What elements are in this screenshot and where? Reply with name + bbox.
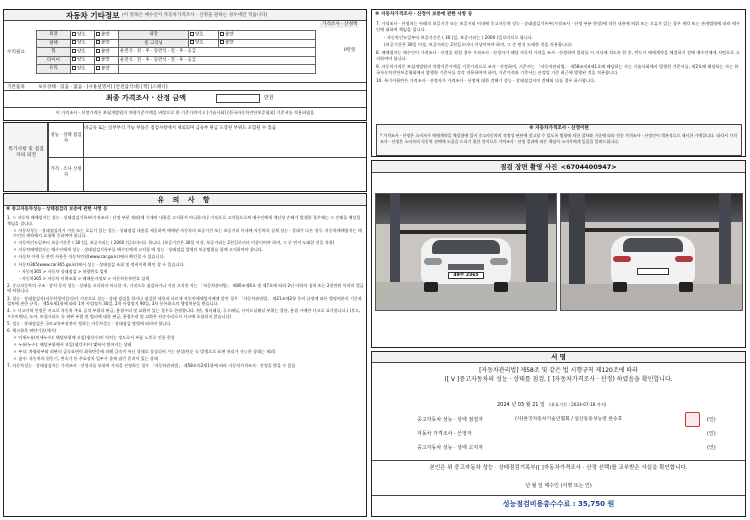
- option-good[interactable]: 양호: [77, 40, 86, 46]
- row-label: 내장: [119, 31, 189, 40]
- right-notes-list: [376, 21, 742, 85]
- price-disclaimer: 이 가격조사 · 산정가격은 보험개발원의 차량기준가액을 바탕으로 한 기준가격이고 [기술사회] [한국자동차진단보증협회] 기준서를 적용하였음: [4, 107, 366, 115]
- list-item: ㅇ 자동차성능 · 상태점검자가 거짓 또는 오류가 있는 성능 · 상태점검 내용을 제공하여 매매된 자동차의 보증기간 또는 보증거리 이내에 자동차의 실제 성능 · 상태가 다른 경우, 자동차매매업자는 매수인의 계약해지 요청에 응하여야 합니다.: [13, 227, 362, 239]
- list-item: ㅇ 부식: 차량하부와 외판의 금속표면이 화학반응에 의해 금속이 아닌 상태로 상실되어 가는 현상(단순 녹 발생으로 표면 처리가 가능한 상태는 제외): [13, 349, 276, 355]
- tire-positions[interactable]: 운전석 · 전 · 후 · 동반석 · 전 · 후 · 응급: [119, 56, 316, 65]
- option-bad[interactable]: 불량: [101, 57, 110, 63]
- list-item: ㅇ 미세누유(미세누수): 해당부위에 오일(냉각수)이 비치는 정도로서 부품 노후로 인한 현상: [13, 335, 175, 340]
- signature-date-row: [497, 402, 607, 409]
- notice-subtitle: ※ 중고자동차성능 · 상태점검의 보증에 관한 사항 등: [6, 207, 108, 212]
- front-car-photo: [375, 193, 557, 311]
- list-item: ㅇ 누유(누수): 해당부위에서 오일(냉각수)이 맺혀서 떨어지는 상태: [13, 342, 132, 348]
- basic-items-row: [4, 82, 366, 91]
- list-item: ㅇ 자동차 이력 등 관련 사항은 자동차민원(www.car.go.kr)에서 확인할 수 있습니다.: [13, 254, 165, 260]
- list-item: - 자동차365 > 자동차 이력조회 > 매매용자정보 > 자동차등록번호 검색: [19, 275, 150, 281]
- signature-law-text: [자동차관리법] 제58조 및 같은 법 시행규칙 제120조에 따라: [479, 367, 638, 374]
- list-item: (보증기간은 30일 이상, 보증거리는 2천킬로미터 이상이어야 하며, 그 중 먼저 도래한 것을 적용합니다): [384, 42, 572, 48]
- buyer-confirm-text: 본인은 위 중고자동차 성능 · 상태점검기록부([ ]자동차가격조사 · 산정 선택)를 교부받은 사실을 확인합니다.: [429, 465, 688, 471]
- table-row: [37, 65, 316, 74]
- definition-text: * 가격조사 · 산정은 소비자가 매매계약을 체결함에 있어 중고자동차의 적정성 판단에 참고할 수 있도록 법령에 의한 절차와 기준에 따라 전문 가격조사 · 산정인이 객관적으로 제시한 가액입니다. 따라서 가격조사 · 산정은 소비자의 자동차 선택에 도움을 드리기 위한 것이므로 가격조사 · 산정 결과에 따른 책임이 소비자에게 있음을 알려드립니다.: [380, 133, 737, 144]
- price-unit: 0만원: [344, 48, 356, 53]
- signer-seal: (인): [707, 417, 716, 423]
- list-item: - 자동차365 > 자동차 상태점검 > 차량번호 입력: [19, 268, 108, 274]
- option-bad[interactable]: 불량: [101, 66, 110, 72]
- list-item: ㅇ 자동차인도일부터 보증기간은 ( 30 )일, 보증거리는 ( 2000 )킬로미터로 합니다. (보증기간은 30일 이상, 보증거리는 2천킬로미터 이상이어야 하며, 그 중 먼저 도래한 것을 적용): [13, 240, 335, 246]
- vehicle-info-title: 자동차 기타정보: [66, 11, 120, 20]
- final-price-row: [4, 92, 366, 106]
- definition-title: ※ 자동차가격조사 · 산정이란: [529, 126, 589, 131]
- list-item: ㅇ 자동차365(www.car365.go.kr)에서 성능 · 상태점검 조회 및 정비이력 확인 할 수 있습니다.: [13, 261, 185, 267]
- wheel-positions[interactable]: 운전석 · 전 · 후 · 동반석 · 전 · 후 · 응급: [119, 48, 316, 57]
- list-item: 2. 중고자동차의 구조 · 장치 등의 성능 · 상태를 고지하지 아니한 자, 거짓으로 점검하거나 거짓 고지한 자는 「자동차관리법」 제80조제6호 및 제7호에 따라 2년 이하의 징역 또는 2천만원 이하의 벌금에 처합니다.: [7, 282, 364, 294]
- row-label: 휠: [37, 48, 71, 57]
- table-row: [37, 48, 316, 57]
- row-label: 외장: [37, 31, 71, 40]
- vehicle-other-info-section: [3, 9, 367, 121]
- seal-stamp-icon: [685, 412, 700, 427]
- signature-validity: (유효기간 : 2024-07-18 까지): [549, 402, 607, 407]
- list-item: 8. 매매업자는 매수인이 가격조사 · 산정을 원할 경우 가격조사 · 산정자가 해당 자동차 가격을 조사 · 산정하여 결과를 이 서식에 적도록 한 후, 반드시 매매계약을 체결하기 전에 매수인에게 서면으로 고지하여야 합니다.: [376, 50, 740, 62]
- photo-id: <6704400947>: [560, 163, 617, 171]
- signature-date: 2024 년 03 월 21 일: [497, 402, 545, 408]
- option-good[interactable]: 양호: [77, 49, 86, 55]
- signer-list: [417, 415, 737, 457]
- list-item: 4. ㅇ 사고이력 인정은 사고로 자동차 주요 골격 부위의 판금, 용접수리 및 교환이 있는 경우로 한정합니다. (단, 쿼터패널, 루프패널, 사이드실패널 부위는 절단, 용접 시에만 사고로 표기합니다.) (후드, 프론트펜더, 도어, 트렁크리드 등 외판 부위 및 범퍼에 대한 판금, 용접수리 및 교환은 단순수리로서 사고에 포함되지 않습니다): [7, 308, 361, 319]
- row-label: 광택: [37, 39, 71, 48]
- signer-label: 중고자동차 성능 · 상태 고지자: [417, 445, 483, 451]
- list-item: 10. 특기사항란은 가격조사 · 산정자가 가격조사 · 산정에 대한 견해가 성능 · 상태점검자의 견해와 다를 경우 표시합니다.: [376, 77, 596, 83]
- special-label-cell: [4, 123, 48, 191]
- perf-inspector-label: 성능 · 상태 점검자: [50, 133, 82, 144]
- row-label: 룸 크리닝: [119, 39, 189, 48]
- list-item: 3. 성능 · 상태점검자(자동차정비업자)가 거짓으로 성능 · 상태 점검을 하거나 점검한 내용과 다르게 자동차매매업자에게 알린 경우 「자동차관리법」 제21조제2항 등의 규정에 따른 행정처분의 기준과 절차에 관한 규칙」 제5조제1항에 따라 1차 사업정지 30일, 2차 사업정지 90일, 3차 등록취소의 행정처분을 받습니다.: [7, 295, 362, 307]
- notice-title: 유 의 사 항: [157, 195, 213, 204]
- final-price-input[interactable]: [216, 94, 260, 103]
- row-label: 유리: [37, 65, 71, 74]
- option-good[interactable]: 양호: [195, 32, 204, 38]
- notice-section: [3, 193, 367, 517]
- basic-items-label: 기본품목: [7, 84, 25, 90]
- basic-items-values[interactable]: 보유상태 · 있음 · 없음 · [사용설명서] [안전삼각대] [잭] [스패너]: [38, 84, 168, 90]
- list-item: [417, 443, 737, 457]
- option-good[interactable]: 양호: [77, 32, 86, 38]
- list-item: 9. 자동차가격은 보험개발원의 차량기준가액을 기준가격으로 조사 · 산정하며, 기준서는 「자동차관리법」 제58조의4제1호에 해당하는 자는 기술사회에서 발행한 기준서를, 제2호에 해당하는 자는 한국자동차진단보증협회에서 발행한 기준서를 각각 적용하여야 하며, 기준가격과 기준서는 산정일 기준 최근에 발행된 것을 적용합니다.: [376, 63, 739, 76]
- list-item: 6. 체크항목 판단기준(예시): [7, 327, 57, 333]
- option-bad[interactable]: 불량: [225, 40, 234, 46]
- list-item: - 자동차인도일부터 보증기간은 ( 30 )일, 보증거리는 ( 2000 )킬로미터로 합니다.: [384, 34, 534, 40]
- inspection-photo-section: [371, 160, 746, 348]
- repair-table: [36, 30, 316, 74]
- row-label: 타이어: [37, 56, 71, 65]
- special-notes-section: [3, 122, 367, 192]
- list-item: 7. 가격조사 · 산정자는 아래의 보증기간 또는 보증거리 이내에 중고자동차 성능 · 상태점검기록부(가격조사 · 산정 부분 한정)에 적힌 내용에 허위 또는 오류가 있는 경우 계약 또는 관계법령에 따라 매수인에 대하여 책임을 집니다.: [376, 21, 741, 33]
- repair-label: 수리필요: [7, 50, 25, 55]
- list-item: [417, 429, 737, 443]
- vehicle-info-note: (이 항목은 매수인이 자동차가격조사 · 산정을 원하는 경우에만 적습니다): [122, 13, 268, 18]
- signer-label: 중고자동차 성능 · 상태 점검자: [417, 417, 483, 423]
- list-item: ㅇ 자동차매매업자는 매수인에게 성능 · 상태점검기록부를 매수인에게 고지할 때 성능 · 상태점검 업체의 보증범위를 함께 고지하여야 합니다.: [13, 247, 264, 253]
- signer-seal: (인): [707, 431, 716, 437]
- table-row: [37, 56, 316, 65]
- option-good[interactable]: 양호: [195, 40, 204, 46]
- table-row: [37, 31, 316, 40]
- signer-label: 자동차 가격조사 · 산정자: [417, 431, 472, 437]
- price-assessor-label: 가격 · 조사 산정자: [50, 167, 82, 178]
- signature-confirm-text: ([ V ]중고자동차의 성능 · 상태를 점검, [ ]자동차가격조사 · 산정) 하였음을 확인합니다.: [444, 376, 673, 383]
- table-row: [37, 39, 316, 48]
- special-label: 특기사항 및 점검자의 의견: [8, 147, 44, 159]
- signature-section: [371, 351, 746, 517]
- list-item: ㅇ 침수: 자동차의 원동기, 변속기 등 주요장치 일부가 물에 잠긴 흔적이 있는 상태: [13, 356, 158, 362]
- plate-text: 49주 2365: [453, 273, 479, 278]
- right-subtitle: ※ 자동차가격조사 · 산정이 보증에 관한 사항 등: [375, 12, 473, 17]
- photo-section-title: 점검 장면 촬영 사진: [500, 163, 558, 171]
- price-assessment-notes: [371, 9, 746, 157]
- list-item: 1. ㅇ 자동차 매매업자는 성능 · 상태점검기록부(가격조사 · 산정 부분 제외)에 기재된 내용을 고지하지 아니하거나 거짓으로 고지함으로써 매수인에게 재산상 손해가 발생한 경우에는 그 손해를 배상할 책임을 집니다.: [7, 215, 361, 226]
- option-bad[interactable]: 불량: [225, 32, 234, 38]
- special-text: 비금속 또는 일부부식 가능 부품은 점검사항에서 제외되며 금속부 판금 도장된 부위도 포함될 수 있음: [84, 126, 277, 131]
- inspection-fee: 성능점검비용총수수료 : 35,750 원: [502, 500, 615, 508]
- option-bad[interactable]: 불량: [101, 40, 110, 46]
- final-price-label: 최종 가격조사 · 산정 금액: [106, 94, 187, 102]
- list-item: 7. 자동차성능 · 상태점검자는 가격조사 · 산정자를 통하여 가격을 산정하는 경우 「자동차관리법」 제58조의2제1항에 따라 자동차가격조사 · 산정을 받을 수 있음: [7, 363, 296, 369]
- final-price-unit: 만원: [264, 95, 274, 101]
- list-item: [417, 415, 737, 429]
- signer-seal: (인): [707, 445, 716, 451]
- assessment-definition-box: [376, 124, 742, 156]
- plate: [448, 272, 484, 279]
- notice-list: [7, 215, 364, 371]
- signer-value: (사)한국자동차기술인협회 / 일산동동성능장 한승호: [515, 417, 623, 422]
- vehicle-info-header: [4, 10, 366, 21]
- option-good[interactable]: 양호: [77, 57, 86, 63]
- option-good[interactable]: 양호: [77, 66, 86, 72]
- price-header: 가격조사 · 산정액: [322, 22, 358, 27]
- inspector-cells: [48, 123, 84, 191]
- buyer-sign-line[interactable]: 년 월 일 매수인 (서명 또는 인): [525, 483, 592, 489]
- option-bad[interactable]: 불량: [101, 49, 110, 55]
- list-item: 5. 성능 · 상태점검은 국토교통부장관이 정하는 자동차성능 · 상태점검 방법에 따라야 합니다.: [7, 320, 172, 326]
- option-bad[interactable]: 불량: [101, 32, 110, 38]
- signature-title: 서 명: [551, 353, 566, 361]
- rear-car-photo: [560, 193, 743, 311]
